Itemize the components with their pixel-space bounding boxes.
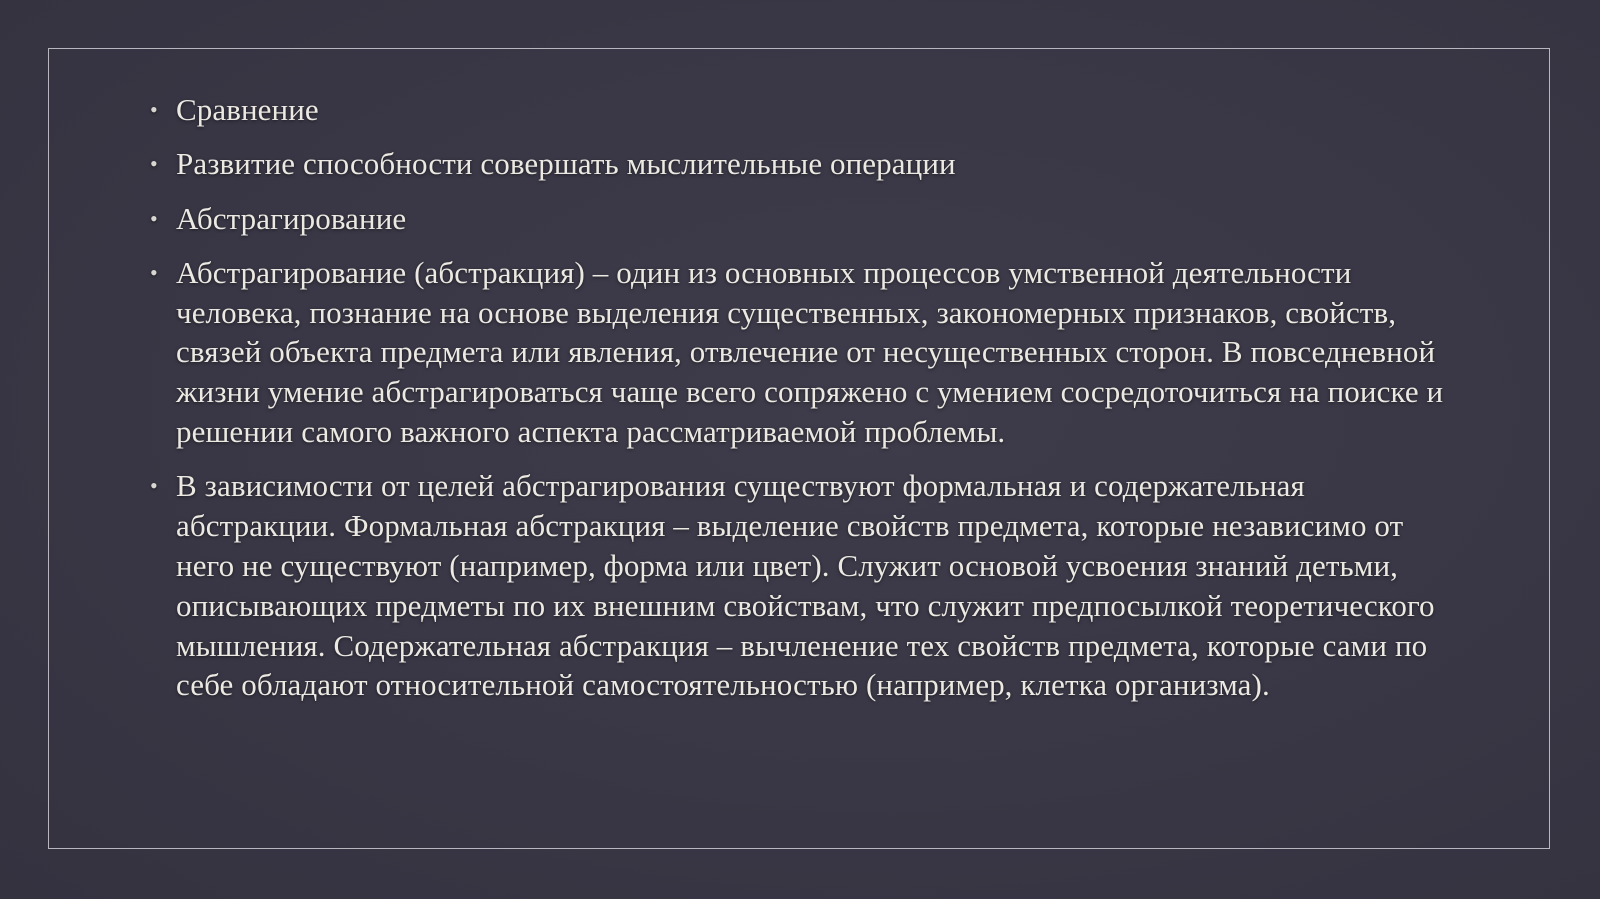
- bullet-text: Абстрагирование (абстракция) – один из основных процессов умственной деятельности человека, познание на основе выделения существенных, закономерных признаков, свойств, связей объекта предмета или явления, отвлечение от несущественных сторон. В повседневной жизни умение абстрагироваться чаще всего сопряжено с умением сосредоточиться на поиске и решении самого важного аспекта рассматриваемой проблемы.: [176, 254, 1444, 450]
- bullet-text: В зависимости от целей абстрагирования существуют формальная и содержательная абстракции. Формальная абстракция – выделение свойств предмета, которые независимо от него не существуют (например, форма или цвет). Служит основой усвоения знаний детьми, описывающих предметы по их внешним свойствам, что служит предпосылкой теоретического мышления. Содержательная абстракция – вычленение тех свойств предмета, которые сами по себе обладают относительной самостоятельностью (например, клетка организма).: [176, 468, 1435, 703]
- bullet-list: [150, 90, 1450, 720]
- bullet-icon: •: [150, 97, 158, 122]
- bullet-item: [150, 466, 1450, 705]
- bullet-text: Абстрагирование: [176, 200, 407, 236]
- bullet-icon: •: [150, 473, 158, 499]
- bullet-icon: •: [150, 259, 158, 285]
- bullet-text: Развитие способности совершать мыслительные операции: [176, 146, 956, 182]
- bullet-icon: •: [150, 151, 158, 177]
- bullet-item: [150, 199, 1450, 239]
- bullet-item: [150, 90, 1450, 130]
- bullet-text: Сравнение: [176, 92, 319, 127]
- bullet-icon: •: [150, 205, 158, 231]
- bullet-item: [150, 144, 1450, 184]
- bullet-item: [150, 253, 1450, 452]
